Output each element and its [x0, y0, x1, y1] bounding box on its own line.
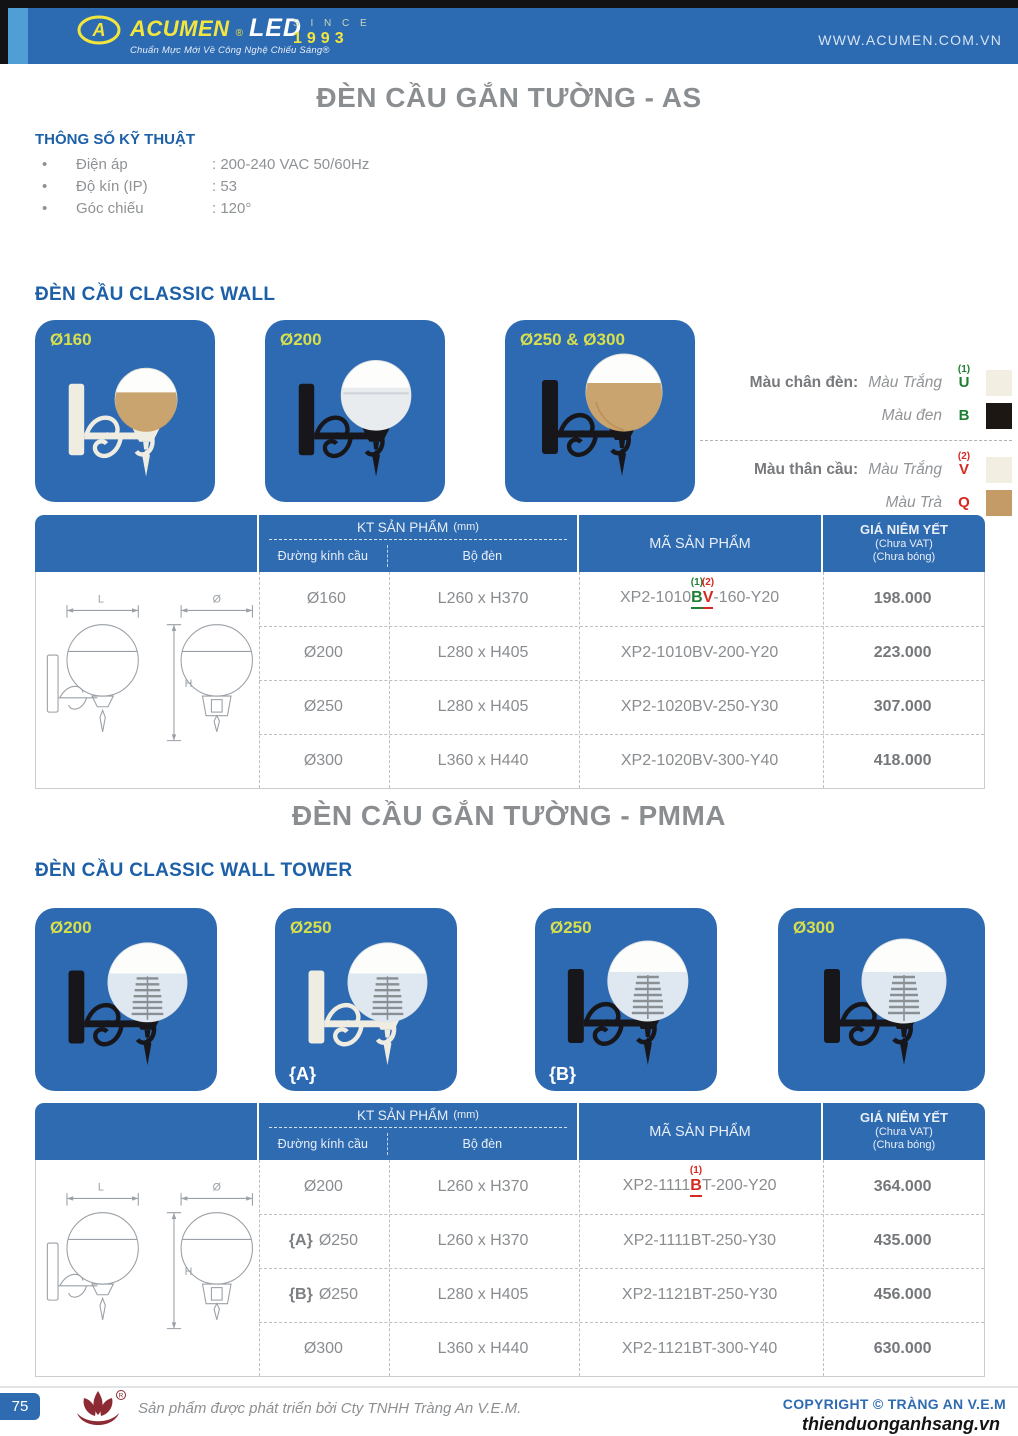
brand-acumen: ACUMEN	[130, 16, 230, 41]
card-diameter-label: Ø250	[290, 918, 332, 937]
table-row: Ø300 L360 x H440 XP2-1121BT-300-Y40 630.000	[303, 1340, 932, 1357]
product-code: XP2-1020BV-300-Y40	[620, 752, 779, 769]
swatch-white	[986, 370, 1012, 396]
header-band	[8, 8, 1018, 64]
spec-row-angle: • Góc chiếu : 120°	[42, 200, 252, 217]
svg-text:Ø: Ø	[212, 593, 221, 606]
legend-row-base-black: Màu đen B	[700, 399, 1012, 432]
header-image-column	[35, 1103, 257, 1160]
svg-text:Ø: Ø	[212, 1181, 221, 1194]
table-row: Ø300 L360 x H440 XP2-1020BV-300-Y40 418.000	[303, 752, 932, 769]
card-diameter-label: Ø250 & Ø300	[520, 330, 625, 349]
product-card-o160	[35, 320, 215, 502]
color-code-q: Q	[958, 494, 970, 511]
watermark-url: thienduonganhsang.vn	[802, 1414, 1000, 1434]
specs-heading: THÔNG SỐ KỸ THUẬT	[35, 131, 195, 148]
product-code: XP2-1121BT-300-Y40	[621, 1340, 778, 1357]
header-col-price: GIÁ NIÊM YẾT (Chưa VAT) (Chưa bóng)	[823, 1103, 985, 1160]
swatch-globe-white	[986, 457, 1012, 483]
lamp-image-tower-white	[301, 933, 443, 1081]
header-col-diameter: Đường kính cầu	[277, 1137, 368, 1151]
product-card-tower-o200	[35, 908, 217, 1091]
header-col-price: GIÁ NIÊM YẾT (Chưa VAT) (Chưa bóng)	[823, 515, 985, 572]
lamp-image-tower-black	[61, 933, 203, 1081]
svg-text:R: R	[118, 1392, 124, 1400]
card-diameter-label: Ø200	[280, 330, 322, 349]
product-code: XP2-1111BT-250-Y30	[623, 1232, 777, 1249]
color-legend	[700, 366, 1012, 519]
svg-text:A: A	[92, 20, 106, 40]
spec-row-voltage: • Điện áp : 200-240 VAC 50/60Hz	[42, 156, 370, 173]
product-table-as	[35, 515, 985, 789]
page-header	[0, 0, 1018, 64]
product-code: XP2-1010 (1) B (2) V-160-Y20	[578, 589, 821, 609]
acumen-oval-icon	[76, 14, 122, 46]
page-title-pmma: ĐÈN CẦU GẮN TƯỜNG - PMMA	[292, 800, 726, 831]
dimension-drawing	[42, 580, 256, 780]
table-header	[35, 515, 985, 572]
product-card-o250-o300	[505, 320, 695, 502]
spec-row-ip: • Độ kín (IP) : 53	[42, 178, 238, 195]
since-label: S I N C E	[293, 18, 371, 29]
legend-row-globe-white: Màu thân cầu: Màu Trắng (2) V	[700, 453, 1012, 486]
bullet-icon: •	[42, 156, 48, 173]
table-row: Ø250 L280 x H405 XP2-1020BV-250-Y30 307.000	[303, 698, 932, 715]
lamp-image-classic-black	[291, 347, 431, 492]
header-col-diameter: Đường kính cầu	[277, 549, 368, 563]
lotus-logo	[74, 1389, 126, 1436]
svg-text:L: L	[97, 593, 104, 606]
table-body	[35, 572, 985, 789]
lamp-image-classic-white	[61, 347, 201, 492]
product-card-tower-o300	[778, 908, 985, 1091]
lamp-image-tower-black-large	[813, 931, 963, 1081]
acumen-logo	[76, 14, 330, 56]
lamp-image-tower-black-ornate	[559, 931, 705, 1081]
table-row: {A} Ø250 L260 x H370 XP2-1111BT-250-Y30 435.000	[288, 1232, 932, 1249]
swatch-tea	[986, 490, 1012, 516]
product-card-tower-o250-a	[275, 908, 457, 1091]
since-year: 1993	[293, 30, 349, 47]
header-image-column	[35, 515, 257, 572]
dimension-drawing	[42, 1168, 256, 1368]
brand-registered-mark: ®	[235, 28, 243, 39]
svg-text:L: L	[97, 1181, 104, 1194]
header-col-code: MÃ SẢN PHẨM	[579, 1103, 821, 1160]
page-title-as: ĐÈN CẦU GẮN TƯỜNG - AS	[316, 82, 702, 113]
section2-heading: ĐÈN CẦU CLASSIC WALL TOWER	[35, 860, 353, 881]
variant-tag-b: {B}	[549, 1064, 577, 1084]
product-code: XP2-1020BV-250-Y30	[620, 698, 779, 715]
header-col-set: Bộ đèn	[387, 1133, 577, 1155]
svg-text:H: H	[184, 1266, 193, 1279]
page-number-badge: 75	[0, 1393, 40, 1420]
product-card-o200	[265, 320, 445, 502]
product-table-pmma	[35, 1103, 985, 1377]
product-code: XP2-1121BT-250-Y30	[621, 1286, 778, 1303]
card-diameter-label: Ø200	[50, 918, 92, 937]
footer-divider	[0, 1386, 1018, 1388]
website-link[interactable]: WWW.ACUMEN.COM.VN	[818, 32, 1002, 48]
table-row: {B} Ø250 L280 x H405 XP2-1121BT-250-Y30 456.000	[288, 1286, 932, 1303]
color-code-v: (2) V	[957, 451, 971, 478]
legend-row-globe-tea: Màu Trà Q	[700, 486, 1012, 519]
copyright-text: COPYRIGHT © TRÀNG AN V.E.M	[782, 1396, 1006, 1412]
color-code-u: (1) U	[957, 364, 971, 391]
product-code: XP2-1111 (1) BT-200-Y20	[578, 1177, 821, 1197]
table-header	[35, 1103, 985, 1160]
legend-row-base-white: Màu chân đèn: Màu Trắng (1) U	[700, 366, 1012, 399]
since-block	[293, 18, 371, 48]
product-card-tower-o250-b	[535, 908, 717, 1091]
header-accent-stripe	[8, 8, 28, 64]
table-row: Ø200 L280 x H405 XP2-1010BV-200-Y20 223.000	[303, 644, 932, 661]
header-col-code: MÃ SẢN PHẨM	[579, 515, 821, 572]
developer-credit: Sản phẩm được phát triển bởi Cty TNHH Tràng An V.E.M.	[138, 1400, 522, 1417]
color-code-b: B	[958, 407, 970, 424]
section1-heading: ĐÈN CẦU CLASSIC WALL	[35, 284, 276, 305]
bullet-icon: •	[42, 178, 48, 195]
card-diameter-label: Ø250	[550, 918, 592, 937]
product-code: XP2-1010BV-200-Y20	[620, 644, 779, 661]
card-diameter-label: Ø160	[50, 330, 92, 349]
lamp-image-classic-black-large	[531, 342, 681, 492]
header-kt-group: KT SẢN PHẨM (mm) Đường kính cầu Bộ đèn	[259, 1103, 577, 1160]
header-col-set: Bộ đèn	[387, 545, 577, 567]
table-row: Ø160 L260 x H370 XP2-1010 (1) B (2) V-160-Y20 198.000	[306, 577, 932, 607]
brand-tagline: Chuẩn Mực Mới Về Công Nghệ Chiếu Sáng®	[130, 45, 330, 56]
svg-text:H: H	[184, 678, 193, 691]
swatch-black	[986, 403, 1012, 429]
bullet-icon: •	[42, 200, 48, 217]
legend-divider	[700, 440, 1012, 441]
variant-tag-a: {A}	[289, 1064, 317, 1084]
table-row: Ø200 L260 x H370 XP2-1111 (1) BT-200-Y20 364.000	[303, 1165, 932, 1195]
card-diameter-label: Ø300	[793, 918, 835, 937]
brand-led: LED	[248, 14, 302, 42]
header-kt-group: KT SẢN PHẨM (mm) Đường kính cầu Bộ đèn	[259, 515, 577, 572]
table-body	[35, 1160, 985, 1377]
